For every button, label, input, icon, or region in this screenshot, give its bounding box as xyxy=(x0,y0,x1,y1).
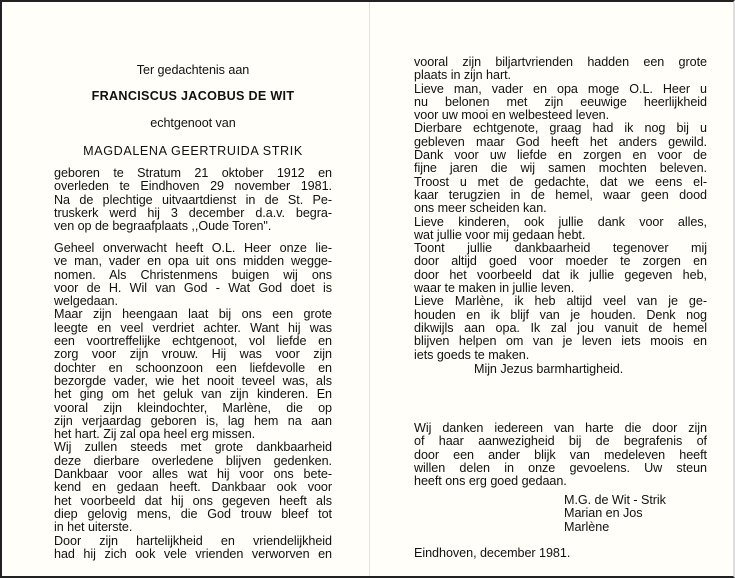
text-line: plaats in zijn hart. xyxy=(414,68,512,83)
text-line: blijven helpen om van je leven iets moois en xyxy=(414,334,707,349)
text-line: het voorbeeld dat hij ons gegeven heeft als xyxy=(54,493,332,508)
text-line: bezorgde vader, wie het nooit teveel was, als xyxy=(54,373,332,388)
text-line: welgedaan. xyxy=(54,294,118,309)
text-line: waar te maken in jullie leven. xyxy=(414,281,575,296)
text-line: nu belonen met zijn eeuwige heerlijkheid xyxy=(414,94,707,109)
text-line: door altijd goed voor moeder te zorgen en xyxy=(414,254,707,269)
text-line: kaar terugzien in de hemel, waar geen dood xyxy=(414,187,707,202)
text-line: Toont jullie dankbaarheid tegenover mij xyxy=(414,241,707,256)
text-line: geboren te Stratum 21 oktober 1912 en xyxy=(54,166,332,180)
text-line: leegte en veel verdriet achter. Want hij was xyxy=(54,320,332,335)
text-line: diep gelovig mens, die God trouw bleef tot xyxy=(54,506,332,521)
thanks-paragraph xyxy=(414,422,707,488)
text-line: ven op de begraafplaats ,,Oude Toren". xyxy=(54,219,272,234)
text-line: deze dierbare overledene blijven gedenken. xyxy=(54,453,332,468)
text-line: zijn verjaardag geboren is, lag hem na aan xyxy=(54,413,332,428)
text-line: heeft ons erg goed gedaan. xyxy=(414,474,567,489)
text-line: Lieve man, vader en opa moge O.L. Heer u xyxy=(414,81,707,96)
text-line: fijne jaren die wij samen mochten beleven. xyxy=(414,161,707,176)
text-line: in het uiterste. xyxy=(54,520,133,535)
text-line: wat jullie voor mij gedaan hebt. xyxy=(414,227,586,242)
text-line: het ging om het geluk van zijn kinderen. En xyxy=(54,387,332,402)
text-line: een voortreffelijke echtgenoot, vol liefde en xyxy=(54,334,332,349)
text-line: truskerk werd hij 3 december d.a.v. begra- xyxy=(54,205,332,220)
text-line: vooral zijn biljartvrienden hadden een grote xyxy=(414,55,707,69)
text-line: voor uw mooi en welbesteed leven. xyxy=(414,108,610,123)
spouse-intro: echtgenoot van xyxy=(150,116,236,130)
right-panel xyxy=(414,2,707,576)
text-line: Dank voor uw liefde en zorgen en voor de xyxy=(414,148,707,163)
text-line: voor de H. Wil van God - Wat God doet is xyxy=(54,280,332,295)
text-line: Wij danken iedereen van harte die door zijn xyxy=(414,421,707,435)
text-line: Maar zijn heengaan laat bij ons een grote xyxy=(54,307,332,322)
text-line: Wij zullen steeds met grote dankbaarheid xyxy=(54,440,332,455)
text-line: willen delen in onze gevoelens. Uw steun xyxy=(414,460,707,475)
intro-text: Ter gedachtenis aan xyxy=(136,63,250,77)
place-date: Eindhoven, december 1981. xyxy=(414,546,571,560)
left-panel xyxy=(54,2,332,576)
prayer-line: Mijn Jezus barmhartigheid. xyxy=(474,362,624,376)
text-line: had hij zich ook vele vrienden verworven en xyxy=(54,546,332,561)
text-line: vooral zijn kleindochter, Marlène, die op xyxy=(54,400,332,415)
text-line: nomen. Als Christenmens buigen wij ons xyxy=(54,267,332,282)
text-line: Geheel onverwacht heeft O.L. Heer onze lie- xyxy=(54,241,332,255)
text-line: ons meer scheiden kan. xyxy=(414,201,547,216)
text-line: Dierbare echtgenote, graag had ik nog bij u xyxy=(414,121,707,136)
fold-line xyxy=(369,2,370,576)
deceased-name: FRANCISCUS JACOBUS DE WIT xyxy=(91,89,295,103)
text-line: Troost u met de gedachte, dat we eens el- xyxy=(414,174,707,189)
text-line: zorg voor zijn vrouw. Hij was voor zijn xyxy=(54,347,332,362)
text-line: houden en ik blijf van je houden. Denk nog xyxy=(414,307,707,322)
text-line: kend en gedaan heeft. Dankbaar ook voor xyxy=(54,480,332,495)
text-line: door een ander blijk van medeleven heeft xyxy=(414,447,707,462)
signature-line: Marlène xyxy=(564,519,610,534)
text-line: dochter en schoonzoon een liefdevolle en xyxy=(54,360,332,375)
text-line: gebleven maar God heeft het anders gewild. xyxy=(414,134,707,149)
text-line: Lieve kinderen, ook jullie dank voor alles, xyxy=(414,214,707,229)
text-line: het hart. Zij zal opa heel erg missen. xyxy=(54,427,256,442)
text-line: iets goeds te maken. xyxy=(414,347,530,362)
spouse-name: MAGDALENA GEERTRUIDA STRIK xyxy=(83,144,303,158)
text-line: of haar aanwezigheid bij de begrafenis of xyxy=(414,434,707,449)
tribute-paragraph xyxy=(54,242,332,561)
text-line: overleden te Eindhoven 29 november 1981. xyxy=(54,179,332,194)
text-line: dikwijls aan opa. Ik zal jou vanuit de hemel xyxy=(414,320,707,335)
farewell-paragraph xyxy=(414,56,707,362)
text-line: Lieve Marlène, ik heb altijd veel van je ge- xyxy=(414,294,707,309)
signatures xyxy=(414,494,666,534)
signature-line: Marian en Jos xyxy=(564,506,643,521)
birth-death-paragraph xyxy=(54,167,332,233)
text-line: Door zijn hartelijkheid en vriendelijkheid xyxy=(54,533,332,548)
text-line: door het voorbeeld dat ik jullie gegeven heb, xyxy=(414,267,707,282)
text-line: ve man, vader en opa uit ons midden wegge- xyxy=(54,254,332,269)
text-line: Na de plechtige uitvaartdienst in de St. Pe- xyxy=(54,192,332,207)
text-line: Dankbaar voor alles wat hij voor ons bete- xyxy=(54,467,332,482)
signature-line: M.G. de Wit - Strik xyxy=(564,493,666,507)
